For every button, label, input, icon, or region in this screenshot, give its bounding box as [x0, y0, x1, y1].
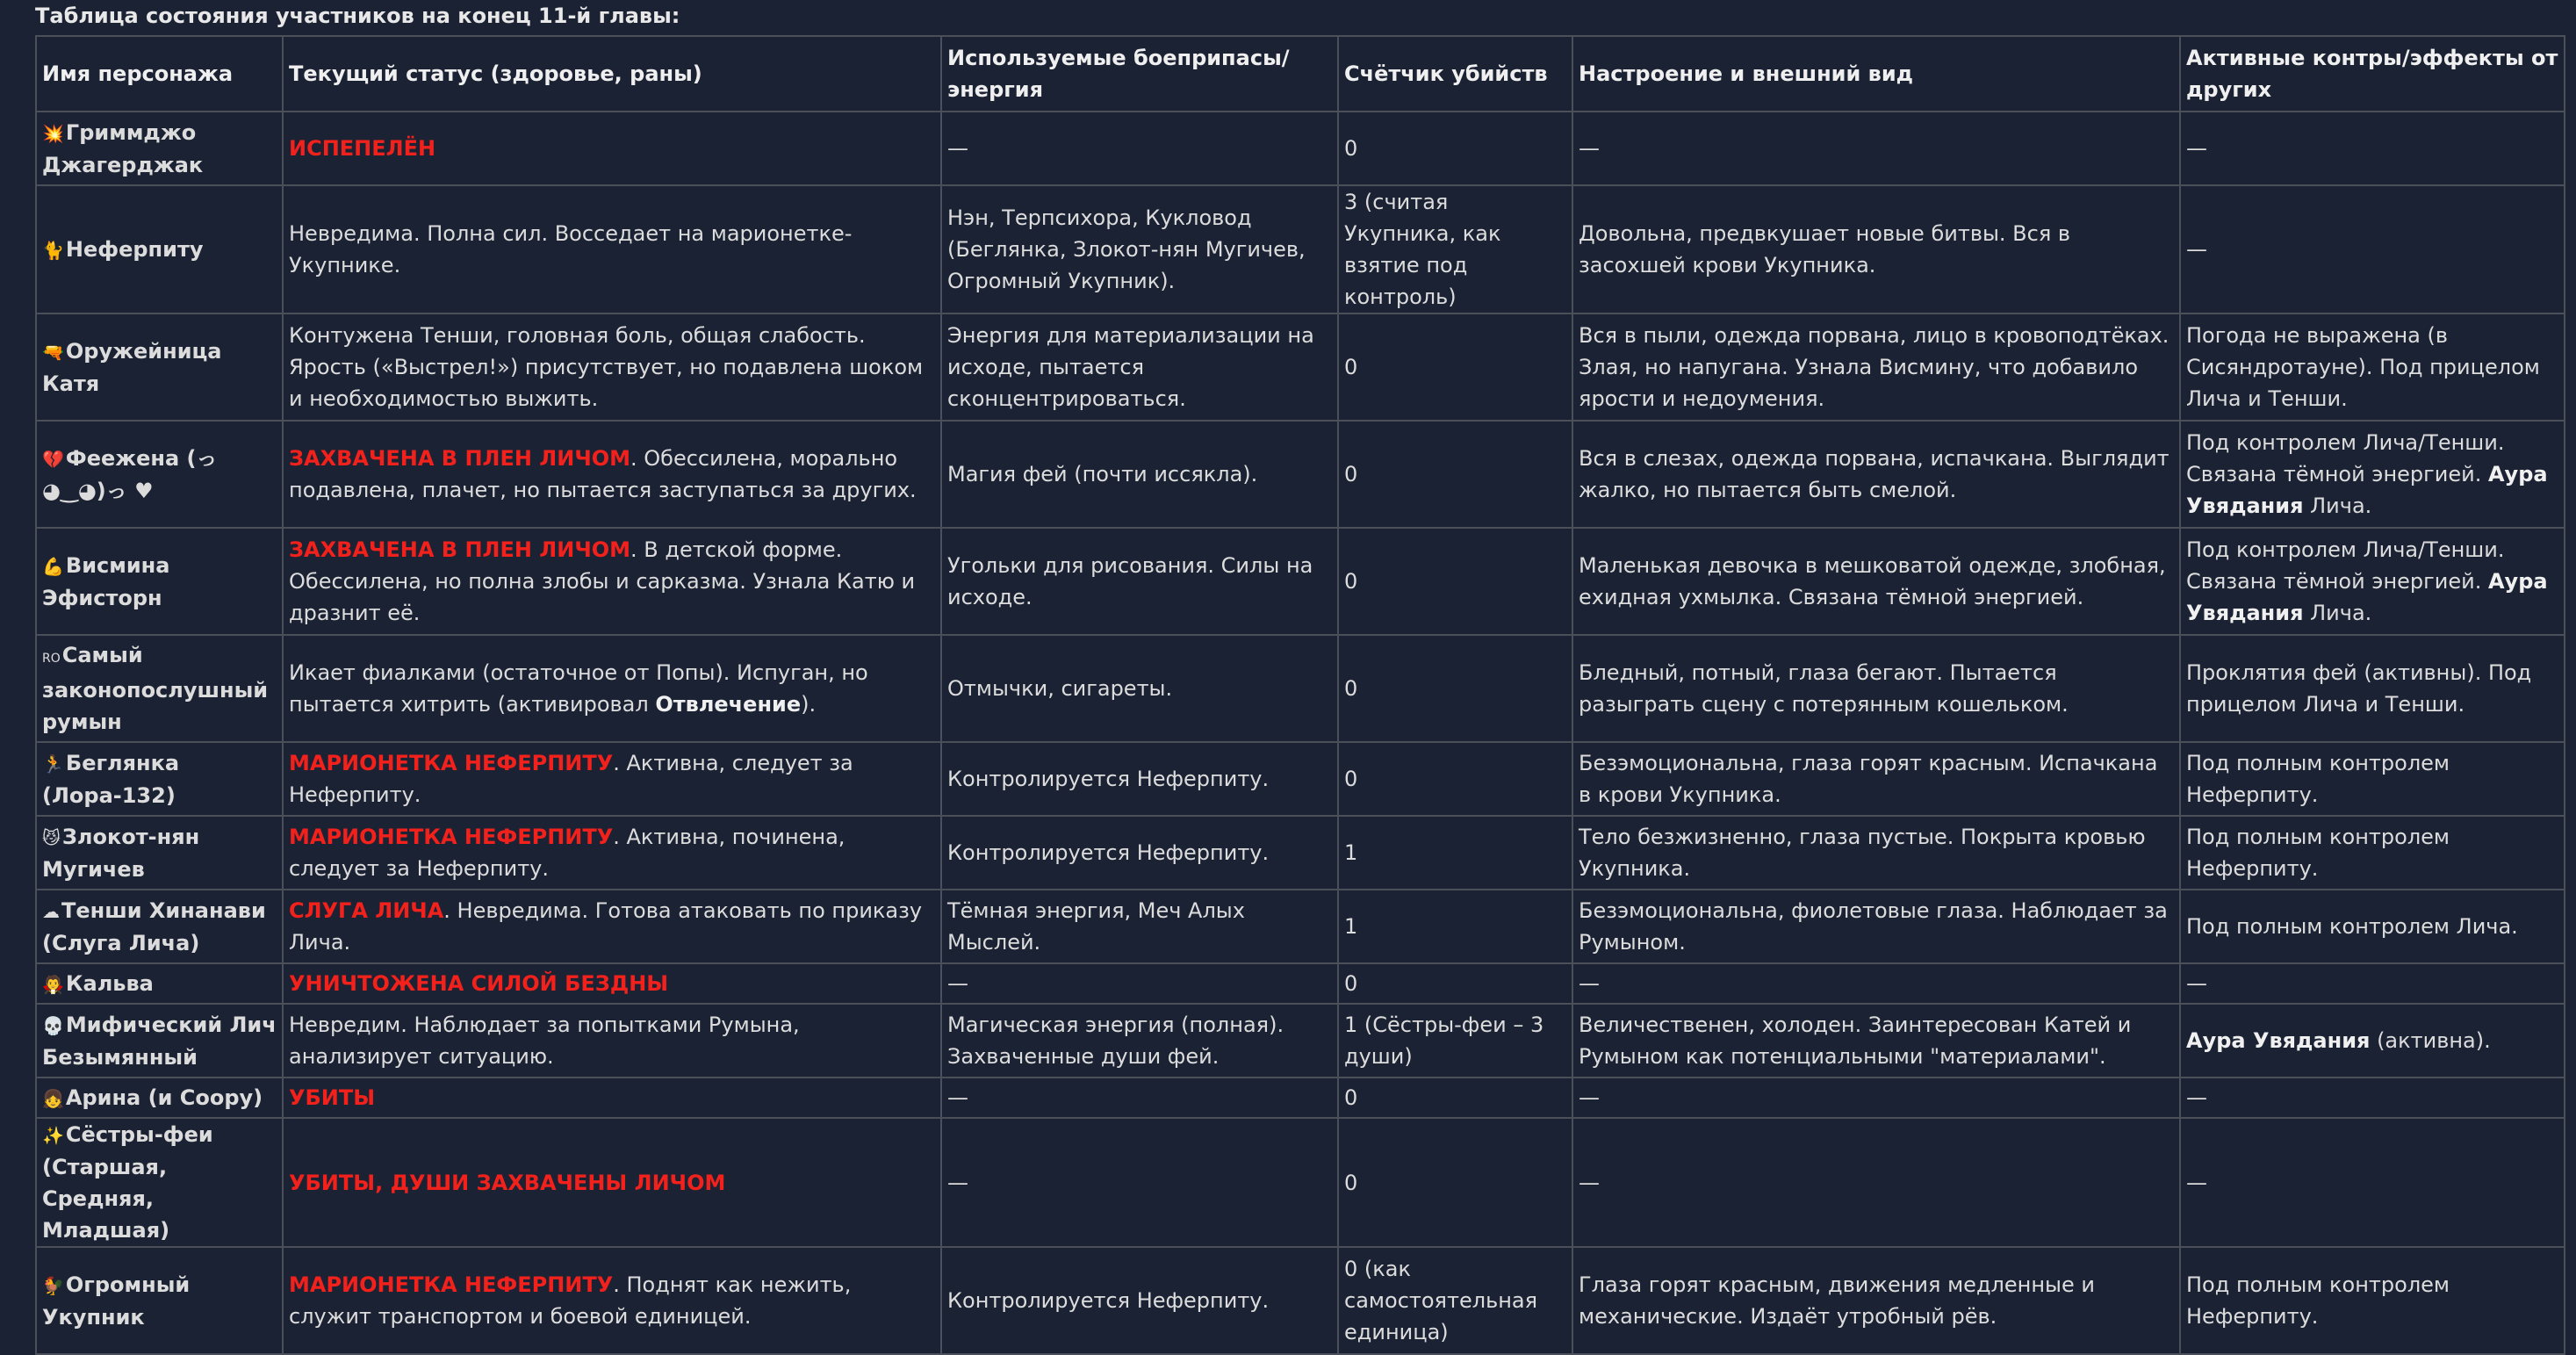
status-alert: МАРИОНЕТКА НЕФЕРПИТУ — [289, 825, 614, 849]
status-cell — [283, 1118, 941, 1247]
effects-cell — [2180, 890, 2565, 963]
mood-cell: — — [1572, 112, 2180, 185]
table-row — [36, 963, 2565, 1004]
ammo-cell: Тёмная энергия, Меч Алых Мыслей. — [941, 890, 1338, 963]
mood-cell: Величественен, холоден. Заинтересован Катей и Румыном как потенциальными "материалами". — [1572, 1004, 2180, 1078]
character-name: Тенши Хинанави (Слуга Лича) — [42, 897, 266, 955]
effects-text: — — [2186, 136, 2207, 161]
ammo-cell: Контролируется Неферпиту. — [941, 742, 1338, 816]
skull-icon: 💀 — [42, 1014, 64, 1036]
cat-face-icon: 😼 — [42, 826, 61, 848]
status-text: . Поднят как нежить, служит транспортом и боевой единицей. — [289, 1272, 852, 1329]
effects-bold: Аура Увядания — [2186, 462, 2548, 518]
character-name-cell — [36, 1078, 283, 1118]
status-cell — [283, 963, 941, 1004]
kills-cell: 0 (как самостоятельная единица) — [1338, 1247, 1572, 1354]
effects-text: Под контролем Лича/Тенши. Связана тёмной энергией. — [2186, 430, 2505, 487]
character-name-cell — [36, 1247, 283, 1354]
page — [35, 0, 2564, 1355]
status-cell — [283, 890, 941, 963]
mood-cell: Маленькая девочка в мешковатой одежде, злобная, ехидная ухмылка. Связана тёмной энергией. — [1572, 528, 2180, 635]
column-header-mood: Настроение и внешний вид — [1572, 36, 2180, 112]
character-name: Неферпиту — [65, 236, 204, 262]
table-row — [36, 816, 2565, 890]
effects-text: — — [2186, 971, 2207, 996]
ammo-cell: — — [941, 1118, 1338, 1247]
kills-cell: 0 — [1338, 421, 1572, 528]
status-alert: УБИТЫ — [289, 1085, 376, 1110]
mood-cell: Безэмоциональна, фиолетовые глаза. Наблюдает за Румыном. — [1572, 890, 2180, 963]
romania-flag-icon: RO — [42, 652, 61, 666]
status-cell — [283, 1247, 941, 1354]
status-text: . Активна, следует за Неферпиту. — [289, 751, 853, 807]
character-name: Гриммджо Джагерджак — [42, 119, 204, 177]
ammo-cell: — — [941, 112, 1338, 185]
character-name-cell — [36, 112, 283, 185]
status-alert: СЛУГА ЛИЧА — [289, 898, 444, 923]
ammo-cell: Отмычки, сигареты. — [941, 635, 1338, 742]
status-alert: МАРИОНЕТКА НЕФЕРПИТУ — [289, 751, 614, 775]
effects-text-end: Лича. — [2303, 494, 2372, 518]
column-header-name: Имя персонажа — [36, 36, 283, 112]
table-row — [36, 112, 2565, 185]
status-alert: УБИТЫ, ДУШИ ЗАХВАЧЕНЫ ЛИЧОМ — [289, 1170, 726, 1195]
mood-cell: Вся в слезах, одежда порвана, испачкана. Выглядит жалко, но пытается быть смелой. — [1572, 421, 2180, 528]
table-row — [36, 1118, 2565, 1247]
vampire-icon: 🧛 — [42, 973, 64, 995]
character-name: Оружейница Катя — [42, 338, 222, 396]
mood-cell: — — [1572, 1118, 2180, 1247]
table-row — [36, 890, 2565, 963]
status-alert: МАРИОНЕТКА НЕФЕРПИТУ — [289, 1272, 614, 1297]
character-name: Самый законопослушный румын — [42, 643, 269, 734]
character-name: Злокот-нян Мугичев — [42, 824, 200, 882]
kills-cell: 0 — [1338, 742, 1572, 816]
effects-text-end: Лича. — [2303, 601, 2372, 625]
effects-text: Проклятия фей (активны). Под прицелом Лича и Тенши. — [2186, 660, 2532, 717]
status-alert: ИСПЕПЕЛЁН — [289, 136, 436, 161]
character-name: Арина (и Соору) — [65, 1085, 263, 1110]
explosion-icon: 💥 — [42, 122, 64, 144]
character-name-cell — [36, 816, 283, 890]
ammo-cell: Угольки для рисования. Силы на исходе. — [941, 528, 1338, 635]
table-row — [36, 185, 2565, 314]
status-text: . Обессилена, морально подавлена, плачет, но пытается заступаться за других. — [289, 446, 917, 502]
kills-cell: 0 — [1338, 1118, 1572, 1247]
girl-icon: 👧 — [42, 1087, 64, 1109]
mood-cell: Довольна, предвкушает новые битвы. Вся в засохшей крови Укупника. — [1572, 185, 2180, 314]
gun-icon: 🔫 — [42, 341, 64, 363]
table-header-row — [36, 36, 2565, 112]
character-name: Висмина Эфисторн — [42, 552, 170, 610]
effects-text: Погода не выражена (в Сисяндротауне). Под прицелом Лича и Тенши. — [2186, 323, 2540, 411]
kills-cell: 0 — [1338, 635, 1572, 742]
status-cell — [283, 742, 941, 816]
effects-cell — [2180, 1078, 2565, 1118]
kills-cell: 3 (считая Укупника, как взятие под контроль) — [1338, 185, 1572, 314]
mood-cell: Тело безжизненно, глаза пустые. Покрыта кровью Укупника. — [1572, 816, 2180, 890]
mood-cell: — — [1572, 1078, 2180, 1118]
character-name-cell — [36, 742, 283, 816]
effects-cell — [2180, 1247, 2565, 1354]
table-row — [36, 1004, 2565, 1078]
status-cell — [283, 421, 941, 528]
status-cell — [283, 112, 941, 185]
effects-text-end: (активна). — [2370, 1028, 2491, 1053]
effects-cell — [2180, 816, 2565, 890]
flexed-biceps-icon: 💪 — [42, 555, 64, 577]
effects-bold: Аура Увядания — [2186, 1028, 2371, 1053]
effects-text: Под полным контролем Неферпиту. — [2186, 825, 2450, 881]
effects-cell — [2180, 1118, 2565, 1247]
column-header-ammo: Используемые боеприпасы/ энергия — [941, 36, 1338, 112]
character-name-cell — [36, 528, 283, 635]
effects-cell — [2180, 421, 2565, 528]
character-name: Огромный Укупник — [42, 1272, 191, 1330]
status-text: Икает фиалками (остаточное от Попы). Испуган, но пытается хитрить (активировал — [289, 660, 868, 717]
character-name-cell — [36, 1118, 283, 1247]
column-header-status: Текущий статус (здоровье, раны) — [283, 36, 941, 112]
status-cell — [283, 1078, 941, 1118]
table-row — [36, 742, 2565, 816]
table-row — [36, 314, 2565, 421]
character-name: Кальва — [65, 970, 154, 996]
effects-cell — [2180, 112, 2565, 185]
character-name-cell — [36, 314, 283, 421]
effects-text: Под полным контролем Неферпиту. — [2186, 1272, 2450, 1329]
mood-cell: — — [1572, 963, 2180, 1004]
table-row — [36, 421, 2565, 528]
effects-text: Под полным контролем Лича. — [2186, 914, 2518, 939]
character-name-cell — [36, 963, 283, 1004]
runner-icon: 🏃 — [42, 753, 64, 775]
ammo-cell: — — [941, 1078, 1338, 1118]
mood-cell: Бледный, потный, глаза бегают. Пытается разыграть сцену с потерянным кошельком. — [1572, 635, 2180, 742]
effects-text: — — [2186, 1085, 2207, 1110]
ammo-cell: Магия фей (почти иссякла). — [941, 421, 1338, 528]
status-text: Невредима. Полна сил. Восседает на марионетке-Укупнике. — [289, 221, 853, 277]
effects-cell — [2180, 1004, 2565, 1078]
table-caption: Таблица состояния участников на конец 11-й главы: — [35, 4, 680, 28]
status-text: . В детской форме. Обессилена, но полна злобы и сарказма. Узнала Катю и дразнит её. — [289, 537, 916, 625]
status-cell — [283, 635, 941, 742]
kills-cell: 0 — [1338, 528, 1572, 635]
rooster-icon: 🐓 — [42, 1274, 64, 1296]
table-row — [36, 528, 2565, 635]
status-alert: УНИЧТОЖЕНА СИЛОЙ БЕЗДНЫ — [289, 971, 669, 996]
ammo-cell: Контролируется Неферпиту. — [941, 1247, 1338, 1354]
status-text: . Невредима. Готова атаковать по приказу Лича. — [289, 898, 923, 955]
kills-cell: 0 — [1338, 963, 1572, 1004]
effects-cell — [2180, 742, 2565, 816]
status-cell — [283, 314, 941, 421]
status-cell — [283, 528, 941, 635]
effects-cell — [2180, 185, 2565, 314]
effects-cell — [2180, 635, 2565, 742]
table-row — [36, 1078, 2565, 1118]
character-name-cell — [36, 1004, 283, 1078]
kills-cell: 1 (Сёстры-феи – 3 души) — [1338, 1004, 1572, 1078]
cloud-icon: ☁ — [42, 900, 60, 922]
status-alert: ЗАХВАЧЕНА В ПЛЕН ЛИЧОМ — [289, 446, 631, 471]
ammo-cell: Энергия для материализации на исходе, пытается сконцентрироваться. — [941, 314, 1338, 421]
kills-cell: 0 — [1338, 112, 1572, 185]
status-text: Контужена Тенши, головная боль, общая слабость. Ярость («Выстрел!») присутствует, но подавлена шоком и необходимостью выжить. — [289, 323, 924, 411]
status-cell — [283, 185, 941, 314]
effects-cell — [2180, 963, 2565, 1004]
table-body — [36, 112, 2565, 1354]
status-cell — [283, 1004, 941, 1078]
column-header-effects: Активные контры/эффекты от других — [2180, 36, 2565, 112]
column-header-kills: Счётчик убийств — [1338, 36, 1572, 112]
status-alert: ЗАХВАЧЕНА В ПЛЕН ЛИЧОМ — [289, 537, 631, 562]
status-bold: Отвлечение — [655, 692, 802, 717]
mood-cell: Вся в пыли, одежда порвана, лицо в кровоподтёках. Злая, но напугана. Узнала Висмину, что добавило ярости и недоумения. — [1572, 314, 2180, 421]
participants-status-table — [35, 35, 2565, 1355]
character-name: Сёстры-феи (Старшая, Средняя, Младшая) — [42, 1122, 213, 1243]
status-cell — [283, 816, 941, 890]
character-name: Мифический Лич Безымянный — [42, 1012, 277, 1070]
ammo-cell: Контролируется Неферпиту. — [941, 816, 1338, 890]
status-text: Невредим. Наблюдает за попытками Румына, анализирует ситуацию. — [289, 1013, 800, 1069]
character-name-cell — [36, 185, 283, 314]
character-name: Феежена (っ◕‿◕)っ ♥ — [42, 445, 218, 503]
cat-icon: 🐈 — [42, 239, 64, 261]
kills-cell: 0 — [1338, 314, 1572, 421]
mood-cell: Безэмоциональна, глаза горят красным. Испачкана в крови Укупника. — [1572, 742, 2180, 816]
kills-cell: 1 — [1338, 816, 1572, 890]
ammo-cell: Магическая энергия (полная). Захваченные души фей. — [941, 1004, 1338, 1078]
table-row — [36, 635, 2565, 742]
kills-cell: 1 — [1338, 890, 1572, 963]
effects-text: Под полным контролем Неферпиту. — [2186, 751, 2450, 807]
effects-text: Под контролем Лича/Тенши. Связана тёмной энергией. — [2186, 537, 2505, 594]
broken-heart-icon: 💔 — [42, 448, 64, 470]
effects-cell — [2180, 314, 2565, 421]
ammo-cell: — — [941, 963, 1338, 1004]
effects-text: — — [2186, 237, 2207, 262]
character-name-cell — [36, 421, 283, 528]
status-text: . Активна, починена, следует за Неферпиту. — [289, 825, 845, 881]
table-row — [36, 1247, 2565, 1354]
effects-cell — [2180, 528, 2565, 635]
character-name-cell — [36, 635, 283, 742]
character-name: Беглянка (Лора-132) — [42, 750, 180, 808]
mood-cell: Глаза горят красным, движения медленные и механические. Издаёт утробный рёв. — [1572, 1247, 2180, 1354]
kills-cell: 0 — [1338, 1078, 1572, 1118]
effects-text: — — [2186, 1170, 2207, 1195]
status-text-end: ). — [801, 692, 817, 717]
character-name-cell — [36, 890, 283, 963]
effects-bold: Аура Увядания — [2186, 569, 2548, 625]
ammo-cell: Нэн, Терпсихора, Кукловод (Беглянка, Злокот-нян Мугичев, Огромный Укупник). — [941, 185, 1338, 314]
sparkles-icon: ✨ — [42, 1125, 64, 1146]
